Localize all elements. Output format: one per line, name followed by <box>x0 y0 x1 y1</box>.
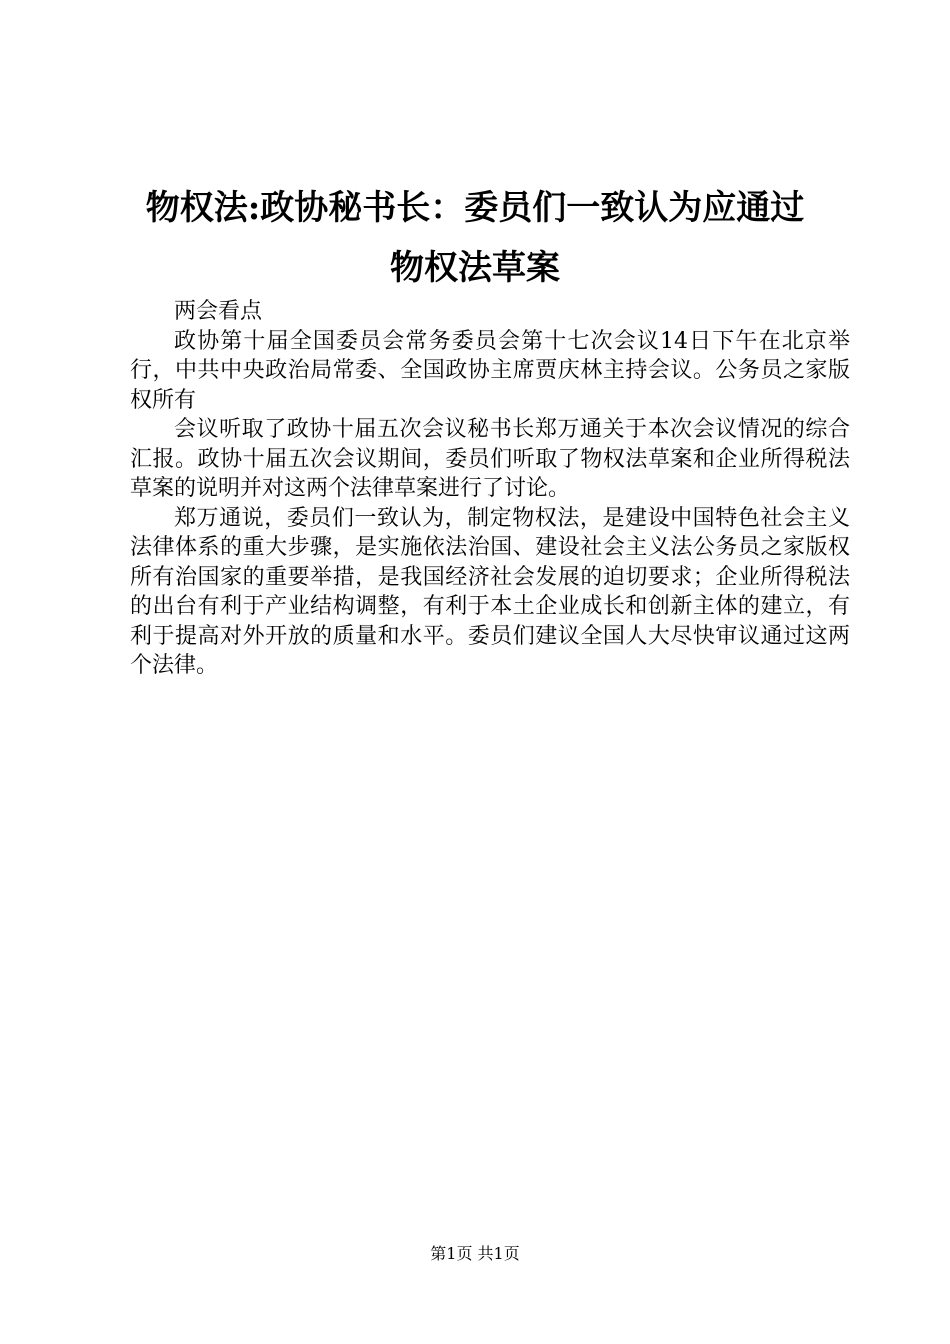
document-body <box>130 297 850 681</box>
document-title-line-2: 物权法草案 <box>390 248 560 288</box>
paragraph-report: 会议听取了政协十届五次会议秘书长郑万通关于本次会议情况的综合汇报。政协十届五次会议期间，委员们听取了物权法草案和企业所得税法草案的说明并对这两个法律草案进行了讨论。 <box>130 417 850 501</box>
paragraph-section-label: 两会看点 <box>174 299 263 324</box>
page-footer: 第1页 共1页 <box>430 1244 520 1263</box>
document-title-line-1: 物权法:政协秘书长：委员们一致认为应通过 <box>145 188 805 228</box>
paragraph-meeting: 政协第十届全国委员会常务委员会第十七次会议14日下午在北京举行，中共中央政治局常委、全国政协主席贾庆林主持会议。公务员之家版权所有 <box>130 328 850 413</box>
paragraph-opinion: 郑万通说，委员们一致认为，制定物权法，是建设中国特色社会主义法律体系的重大步骤，是实施依法治国、建设社会主义法公务员之家版权所有治国家的重要举措，是我国经济社会发展的迫切要求；企业所得税法的出台有利于产业结构调整，有利于本土企业成长和创新主体的建立，有利于提高对外开放的质量和水平。委员们建议全国人大尽快审议通过这两个法律。 <box>130 505 850 678</box>
